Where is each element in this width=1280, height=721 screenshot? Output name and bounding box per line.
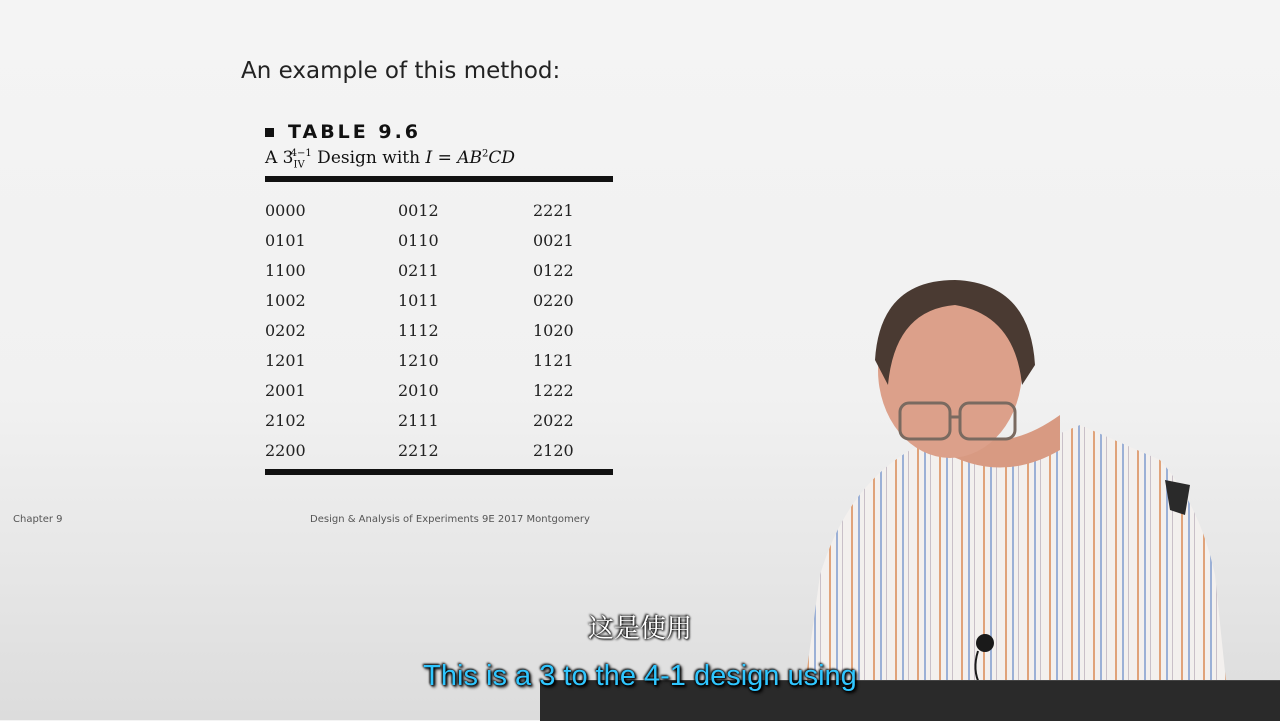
table-cell: 1011: [398, 290, 439, 310]
table-cell: 2221: [533, 200, 574, 220]
caption-identity: I: [425, 148, 433, 168]
table-cell: 1121: [533, 350, 574, 370]
presenter-video: [760, 275, 1280, 720]
table-row: [265, 285, 613, 315]
table-rows: [265, 195, 613, 465]
caption-exponent: 2: [482, 148, 489, 160]
table-cell: 0101: [265, 230, 306, 250]
table-cell: 0012: [398, 200, 439, 220]
slide-intro-text: An example of this method:: [241, 58, 561, 84]
table-row: [265, 225, 613, 255]
caption-middle: Design with: [311, 148, 426, 168]
table-row: [265, 435, 613, 465]
table-bottom-rule: [265, 469, 613, 475]
subtitle-chinese: 这是使用: [587, 614, 692, 644]
table-row: [265, 405, 613, 435]
square-bullet-icon: [265, 128, 274, 137]
table-cell: 1100: [265, 260, 306, 280]
table-row: [265, 255, 613, 285]
table-cell: 1201: [265, 350, 306, 370]
table-cell: 0021: [533, 230, 574, 250]
table-cell: 1222: [533, 380, 574, 400]
table-row: [265, 375, 613, 405]
table-row: [265, 345, 613, 375]
table-cell: 1020: [533, 320, 574, 340]
table-cell: 0122: [533, 260, 574, 280]
table-cell: 1002: [265, 290, 306, 310]
caption-prefix: A 3: [265, 148, 294, 168]
table-cell: 1112: [398, 320, 439, 340]
table-cell: 0220: [533, 290, 574, 310]
caption-equals: =: [432, 148, 458, 168]
table-cell: 1210: [398, 350, 439, 370]
table-label-text: TABLE 9.6: [288, 121, 422, 143]
table-cell: 2212: [398, 440, 439, 460]
table-caption: [265, 148, 613, 174]
table-cell: 2001: [265, 380, 306, 400]
caption-superscript: 4−1: [290, 148, 312, 160]
table-cell: 2022: [533, 410, 574, 430]
table-cell: 2010: [398, 380, 439, 400]
table-cell: 0202: [265, 320, 306, 340]
table-top-rule: [265, 176, 613, 182]
table-cell: 0000: [265, 200, 306, 220]
table-cell: 0110: [398, 230, 439, 250]
footer-credit: Design & Analysis of Experiments 9E 2017 Montgomery: [310, 514, 590, 525]
table-cell: 2120: [533, 440, 574, 460]
table-cell: 2111: [398, 410, 439, 430]
footer-chapter: Chapter 9: [13, 514, 63, 525]
table-cell: 2102: [265, 410, 306, 430]
table-row: [265, 195, 613, 225]
table-cell: 0211: [398, 260, 439, 280]
subtitle-english: This is a 3 to the 4-1 design using: [423, 660, 857, 692]
caption-subscript: IV: [293, 159, 305, 171]
table-label: [265, 118, 613, 146]
caption-ab: AB: [457, 148, 483, 168]
design-table: [265, 118, 613, 475]
caption-cd: CD: [488, 148, 516, 168]
table-cell: 2200: [265, 440, 306, 460]
table-row: [265, 315, 613, 345]
